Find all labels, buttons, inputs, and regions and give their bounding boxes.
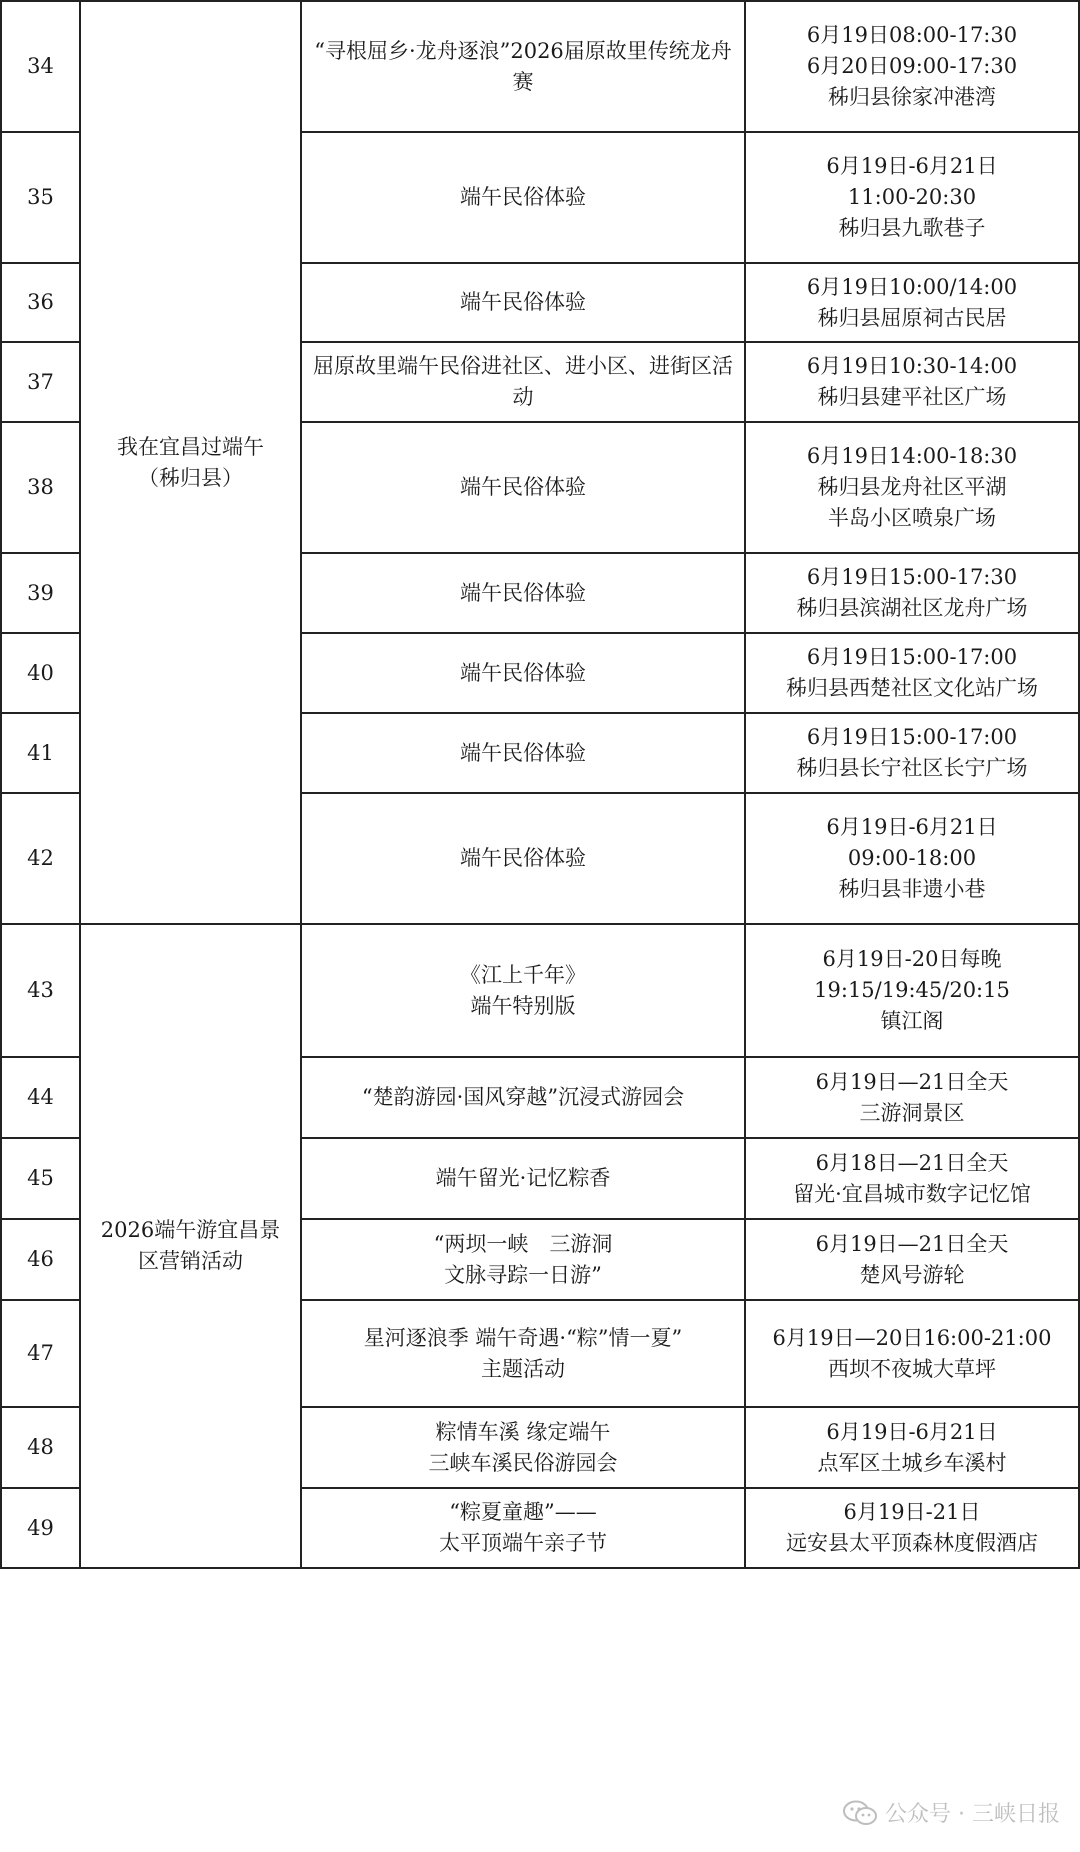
row-number: 46 bbox=[1, 1219, 80, 1300]
text-line: 6月19日—20日16:00-21:00 bbox=[772, 1325, 1052, 1350]
event-time-location bbox=[745, 132, 1079, 263]
text-line: 11:00-20:30 bbox=[847, 185, 977, 209]
row-number: 47 bbox=[1, 1300, 80, 1407]
text-line: 09:00-18:00 bbox=[847, 846, 977, 870]
row-number: 39 bbox=[1, 553, 80, 633]
event-name bbox=[301, 793, 745, 924]
row-number: 35 bbox=[1, 132, 80, 263]
row-number: 36 bbox=[1, 263, 80, 342]
text-line: “粽夏童趣”—— bbox=[449, 1500, 597, 1524]
event-time-location bbox=[745, 1057, 1079, 1138]
watermark-text: 公众号 · 三峡日报 bbox=[885, 1802, 1060, 1827]
group-category bbox=[80, 924, 301, 1568]
text-line: 区营销活动 bbox=[138, 1249, 243, 1273]
event-name bbox=[301, 1407, 745, 1488]
text-line: 秭归县九歌巷子 bbox=[838, 216, 986, 240]
text-line: 端午留光·记忆粽香 bbox=[435, 1166, 611, 1190]
text-line: 秭归县屈原祠古民居 bbox=[817, 305, 1007, 330]
event-name bbox=[301, 132, 745, 263]
text-line: 西坝不夜城大草坪 bbox=[828, 1356, 996, 1381]
table-row bbox=[1, 1, 1079, 132]
text-line: 星河逐浪季 端午奇遇·“粽”情一夏” bbox=[363, 1325, 683, 1350]
row-number: 40 bbox=[1, 633, 80, 713]
text-line: 6月20日09:00-17:30 bbox=[806, 54, 1018, 78]
row-number: 43 bbox=[1, 924, 80, 1057]
text-line: 秭归县建平社区广场 bbox=[817, 385, 1007, 409]
text-line: 6月19日-20日每晚 bbox=[822, 947, 1002, 971]
event-name bbox=[301, 1138, 745, 1219]
text-line: 留光·宜昌城市数字记忆馆 bbox=[793, 1181, 1031, 1206]
text-line: 太平顶端午亲子节 bbox=[439, 1531, 607, 1555]
event-time-location bbox=[745, 1300, 1079, 1407]
text-line: 6月19日08:00-17:30 bbox=[806, 23, 1018, 47]
text-line: 19:15/19:45/20:15 bbox=[814, 978, 1010, 1002]
row-number: 38 bbox=[1, 422, 80, 553]
text-line: 6月19日-6月21日 bbox=[826, 154, 998, 178]
text-line: 端午民俗体验 bbox=[460, 740, 586, 765]
group-category bbox=[80, 1, 301, 924]
event-name bbox=[301, 1219, 745, 1300]
event-name bbox=[301, 263, 745, 342]
event-name bbox=[301, 924, 745, 1057]
text-line: 端午民俗体验 bbox=[460, 475, 586, 499]
event-time-location bbox=[745, 1138, 1079, 1219]
text-line: 6月19日10:00/14:00 bbox=[806, 274, 1018, 299]
text-line: 三游洞景区 bbox=[859, 1100, 965, 1125]
text-line: 点军区土城乡车溪村 bbox=[817, 1450, 1007, 1475]
text-line: 端午民俗体验 bbox=[460, 290, 586, 314]
text-line: 楚风号游轮 bbox=[859, 1262, 965, 1287]
text-line: 6月19日14:00-18:30 bbox=[806, 444, 1018, 468]
text-line: 端午民俗体验 bbox=[460, 185, 586, 209]
text-line: 秭归县非遗小巷 bbox=[838, 877, 986, 901]
event-time-location bbox=[745, 1407, 1079, 1488]
event-name bbox=[301, 553, 745, 633]
text-line: 秭归县长宁社区长宁广场 bbox=[796, 756, 1028, 780]
text-line: 镇江阁 bbox=[880, 1009, 944, 1033]
row-number: 44 bbox=[1, 1057, 80, 1138]
event-time-location bbox=[745, 422, 1079, 553]
row-number: 37 bbox=[1, 342, 80, 422]
row-number: 41 bbox=[1, 713, 80, 793]
text-line: 秭归县西楚社区文化站广场 bbox=[786, 676, 1038, 700]
text-line: 《江上千年》 bbox=[460, 962, 586, 987]
text-line: 6月19日15:00-17:00 bbox=[806, 645, 1018, 669]
event-time-location bbox=[745, 713, 1079, 793]
event-time-location bbox=[745, 1219, 1079, 1300]
table-body bbox=[1, 1, 1079, 1568]
text-line: 粽情车溪 缘定端午 bbox=[435, 1419, 611, 1444]
event-time-location bbox=[745, 793, 1079, 924]
text-line: 秭归县滨湖社区龙舟广场 bbox=[796, 596, 1028, 620]
text-line: 文脉寻踪一日游” bbox=[444, 1262, 602, 1287]
event-time-location bbox=[745, 342, 1079, 422]
text-line: 秭归县龙舟社区平湖 bbox=[817, 475, 1007, 499]
event-name bbox=[301, 422, 745, 553]
table-row bbox=[1, 924, 1079, 1057]
text-line: “寻根屈乡·龙舟逐浪”2026届原故里传统龙舟赛 bbox=[314, 38, 732, 94]
text-line: 远安县太平顶森林度假酒店 bbox=[786, 1531, 1038, 1555]
text-line: 端午民俗体验 bbox=[460, 580, 586, 605]
event-name bbox=[301, 633, 745, 713]
wechat-icon bbox=[843, 1800, 877, 1826]
event-name bbox=[301, 1488, 745, 1568]
text-line: “楚韵游园·国风穿越”沉浸式游园会 bbox=[361, 1085, 685, 1109]
text-line: 6月18日—21日全天 bbox=[815, 1150, 1009, 1175]
text-line: 6月19日15:00-17:00 bbox=[806, 725, 1018, 749]
text-line: 6月19日-21日 bbox=[843, 1500, 981, 1524]
event-time-location bbox=[745, 924, 1079, 1057]
text-line: 6月19日-6月21日 bbox=[826, 815, 998, 839]
text-line: 6月19日—21日全天 bbox=[815, 1231, 1009, 1256]
text-line: 端午民俗体验 bbox=[460, 846, 586, 870]
event-time-location bbox=[745, 553, 1079, 633]
text-line: 主题活动 bbox=[481, 1356, 565, 1381]
row-number: 48 bbox=[1, 1407, 80, 1488]
text-line: 2026端午游宜昌景 bbox=[100, 1218, 281, 1242]
text-line: 秭归县徐家冲港湾 bbox=[828, 85, 996, 109]
event-time-location bbox=[745, 1488, 1079, 1568]
row-number: 34 bbox=[1, 1, 80, 132]
event-time-location bbox=[745, 633, 1079, 713]
row-number: 49 bbox=[1, 1488, 80, 1568]
text-line: 6月19日15:00-17:30 bbox=[806, 565, 1018, 589]
text-line: 屈原故里端午民俗进社区、进小区、进街区活动 bbox=[313, 354, 733, 409]
event-name bbox=[301, 1057, 745, 1138]
event-name bbox=[301, 342, 745, 422]
text-line: 三峡车溪民俗游园会 bbox=[428, 1450, 618, 1475]
event-name bbox=[301, 1, 745, 132]
event-time-location bbox=[745, 1, 1079, 132]
row-number: 42 bbox=[1, 793, 80, 924]
text-line: 6月19日—21日全天 bbox=[815, 1069, 1009, 1094]
text-line: 我在宜昌过端午 bbox=[117, 434, 264, 459]
text-line: 端午民俗体验 bbox=[460, 660, 586, 685]
text-line: “两坝一峡 三游洞 bbox=[433, 1231, 613, 1256]
text-line: 6月19日-6月21日 bbox=[826, 1419, 998, 1444]
text-line: 6月19日10:30-14:00 bbox=[806, 354, 1018, 378]
row-number: 45 bbox=[1, 1138, 80, 1219]
event-time-location bbox=[745, 263, 1079, 342]
text-line: （秭归县） bbox=[138, 465, 243, 490]
event-name bbox=[301, 713, 745, 793]
event-name bbox=[301, 1300, 745, 1407]
text-line: 半岛小区喷泉广场 bbox=[828, 506, 996, 530]
text-line: 端午特别版 bbox=[470, 993, 576, 1018]
watermark bbox=[843, 1797, 1060, 1828]
